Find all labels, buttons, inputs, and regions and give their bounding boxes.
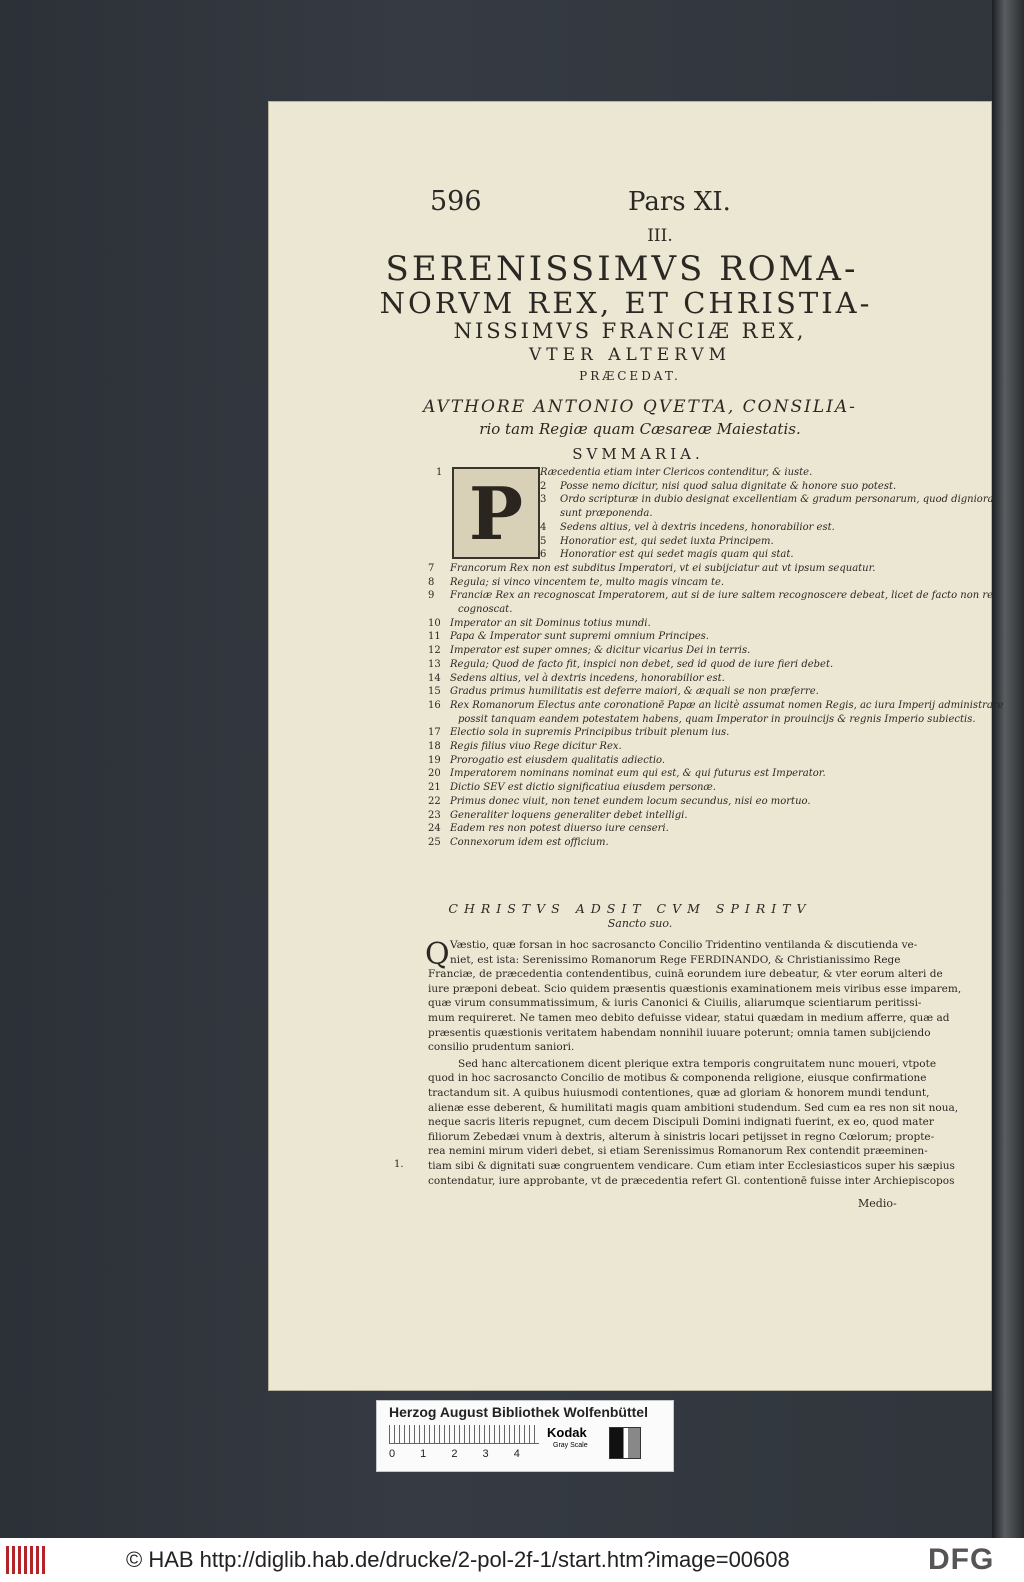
summary-number: 10 [428, 617, 441, 629]
body-line: rea nemini mirum videri debet, si etiam Serenissimus Romanorum Rex contendit præeminen- [428, 1145, 928, 1158]
summary-number: 13 [428, 658, 441, 670]
author-line-2: rio tam Regiæ quam Cæsareæ Maiestatis. [479, 420, 801, 438]
library-color-card [376, 1400, 674, 1472]
body-line: quæ virum consummatissimum, & iuris Canonici & Ciuilis, aliarumque scientiarum peritissi- [428, 997, 922, 1010]
summary-number: 25 [428, 836, 441, 848]
body-line: mum requireret. Ne tamen meo debito defuisse videar, statui quædam in medium afferre, quæ ad [428, 1012, 950, 1024]
summary-item [540, 521, 835, 533]
body-line: tractandum sit. A quibus huiusmodi contentiones, quæ ad gloriam & honorem mundi tendunt, [428, 1087, 930, 1099]
body-line: contendatur, iure approbante, vt de præcedentia refert Gl. contentionē fuisse inter Archiepiscopos [428, 1174, 955, 1187]
summary-number: 9 [428, 590, 435, 602]
summary-text: sunt præponenda. [560, 508, 653, 520]
summary-number: 6 [540, 549, 547, 561]
library-name: Herzog August Bibliothek Wolfenbüttel [389, 1404, 648, 1420]
decorated-initial: P [452, 467, 540, 559]
summary-text: Regis filius viuo Rege dicitur Rex. [450, 741, 622, 752]
summary-text: Electio sola in supremis Principibus tribuit plenum ius. [450, 727, 730, 739]
summary-text: Dictio SEV est dictio significatiua eiusdem personæ. [450, 782, 716, 794]
summary-item [428, 672, 725, 684]
summary-number: 7 [428, 562, 435, 574]
summary-text: Regula; Quod de facto fit, inspici non debet, sed id quod de iure fieri debet. [450, 658, 834, 670]
summary-text: cognoscat. [458, 604, 513, 615]
summary-text: Eadem res non potest diuerso iure censeri. [450, 823, 669, 835]
body-line: filiorum Zebedæi vnum à dextris, alterum à sinistris locari petijsset in regno Cœlorum; propte- [428, 1130, 935, 1143]
summary-item [428, 590, 997, 602]
title-line-2: NORVM REX, ET CHRISTIA- [379, 286, 873, 320]
summary-item [428, 823, 669, 835]
summary-number: 20 [428, 768, 441, 780]
summary-number: 8 [428, 576, 435, 588]
summary-text: Regula; si vinco vincentem te, multo magis vincam te. [450, 576, 725, 588]
summary-text: Posse nemo dicitur, nisi quod salua dignitate & honore suo potest. [560, 480, 897, 492]
scale-ruler [389, 1425, 539, 1444]
summary-number: 18 [428, 741, 441, 752]
summary-text: Primus donec viuit, non tenet eundem locum secundus, nisi eo mortuo. [450, 795, 811, 807]
summary-item [428, 562, 876, 574]
motto-line-1: CHRISTVS ADSIT CVM SPIRITV [448, 901, 812, 916]
initial-q: Q [425, 937, 450, 972]
summary-item [428, 809, 688, 821]
ruler-numbers: 0 1 2 3 4 [389, 1448, 520, 1460]
summary-number: 19 [428, 754, 441, 766]
summary-item [428, 782, 716, 794]
summary-number: 11 [428, 631, 441, 643]
body-line: neque sacris literis repugnet, cum decem Discipuli Domini indignati fuerint, ex eo, quod mater [428, 1116, 934, 1129]
kodak-logo: Kodak [547, 1425, 587, 1440]
gray-scale-label: Gray Scale [553, 1442, 588, 1449]
summary-text: Gradus primus humilitatis est deferre maiori, & æquali se non præferre. [450, 686, 819, 698]
body-line: Sed hanc altercationem dicent plerique extra temporis congruitatem nunc moueri, vtpote [458, 1057, 937, 1070]
section-number: III. [647, 226, 673, 246]
summary-item [540, 549, 794, 561]
summary-item [458, 604, 512, 615]
summary-item [428, 686, 819, 698]
summary-item [428, 741, 622, 752]
catchword: Medio- [858, 1197, 897, 1210]
summary-text: Prorogatio est eiusdem qualitatis adiectio. [450, 754, 666, 766]
summary-number: 3 [540, 494, 547, 506]
summary-item [540, 494, 994, 506]
summary-item [428, 754, 666, 766]
summary-item [540, 480, 897, 492]
summaria-heading: SVMMARIA. [572, 445, 704, 463]
title-line-5: PRÆCEDAT. [579, 369, 681, 383]
margin-note: 1. [394, 1159, 404, 1170]
summary-text: Sedens altius, vel à dextris incedens, honorabilior est. [560, 521, 835, 533]
summary-number: 12 [428, 645, 441, 657]
summary-item [458, 714, 976, 725]
body-line: quod in hoc sacrosancto Concilio de motibus & componenda religione, eiusque confirmatione [428, 1072, 927, 1085]
summary-text: Imperatorem nominans nominat eum qui est, & qui futurus est Imperator. [450, 768, 826, 780]
hab-logo-icon [6, 1546, 46, 1574]
summary-item [428, 795, 811, 807]
summary-text: Generaliter loquens generaliter debet intelligi. [450, 809, 688, 821]
summary-number: 17 [428, 727, 441, 739]
part-heading: Pars XI. [628, 187, 731, 217]
title-line-3: NISSIMVS FRANCIÆ REX, [453, 319, 807, 343]
summary-item [428, 645, 751, 657]
summary-text: Papa & Imperator sunt supremi omnium Principes. [450, 631, 709, 643]
summary-item [540, 535, 774, 547]
summary-text: possit tanquam eandem potestatem habens, quam Imperator in prouincijs & regnis Imperio subiectis. [458, 713, 976, 725]
gray-swatch [609, 1427, 641, 1459]
summary-item [428, 836, 609, 848]
footer-url[interactable]: © HAB http://diglib.hab.de/drucke/2-pol-2f-1/start.htm?image=00608 [126, 1547, 790, 1572]
summary-text: Ræcedentia etiam inter Clericos contenditur, & iuste. [540, 467, 813, 478]
summary-text: Rex Romanorum Electus ante coronationē Papæ an licitè assumat nomen Regis, ac iura Imperij administrare [450, 699, 1004, 711]
summary-text: Honoratior est, qui sedet iuxta Principem. [560, 535, 774, 547]
summary-text: Sedens altius, vel à dextris incedens, honorabilior est. [450, 672, 725, 684]
title-line-4: VTER ALTERVM [528, 345, 732, 365]
summary-item [560, 508, 653, 519]
summary-item [428, 631, 709, 643]
summary-number: 2 [540, 480, 547, 492]
summary-item [428, 699, 1004, 711]
summary-number: 4 [540, 521, 547, 533]
author-line-1: AVTHORE ANTONIO QVETTA, CONSILIA- [423, 397, 857, 417]
summary-text: Francorum Rex non est subditus Imperatori, vt ei subijciatur aut vt ipsum sequatur. [450, 562, 876, 574]
summary-number: 21 [428, 782, 441, 794]
summary-item [428, 768, 826, 780]
summary-text: Honoratior est qui sedet magis quam qui stat. [560, 549, 794, 561]
summary-number: 5 [540, 535, 547, 547]
summary-text: Ordo scripturæ in dubio designat excellentiam & gradum personarum, quod digniora [560, 494, 994, 506]
summary-number: 22 [428, 795, 441, 807]
summary-item [428, 576, 725, 588]
summary-text: Connexorum idem est officium. [450, 836, 609, 848]
body-line: præsentis quæstionis veritatem habendam nonnihil iuuare poterunt; omnia tamen subijciendo [428, 1026, 931, 1039]
summary-number: 24 [428, 823, 441, 835]
summary-item [428, 617, 651, 629]
summary-number: 15 [428, 686, 441, 698]
summary-item [428, 658, 834, 670]
footer-bar [0, 1538, 1024, 1582]
body-line: Væstio, quæ forsan in hoc sacrosancto Concilio Tridentino ventilanda & discutienda ve- [450, 939, 918, 951]
motto-line-2: Sancto suo. [607, 917, 673, 930]
book-page [268, 101, 1004, 1391]
summary-number: 1 [436, 467, 443, 478]
page-number: 596 [430, 186, 482, 217]
summary-item [428, 727, 730, 739]
body-line: alienæ esse deberent, & humilitati magis quam ambitioni studendum. Sed cum ea res non sit noua, [428, 1101, 959, 1114]
body-line: Franciæ, de præcedentia contendentibus, cuinā eorundem iure debeatur, & vter eorum alteri de [428, 968, 943, 981]
body-line: iure præponi debeat. Scio quidem præsentis quæstionis examinationem meis viribus esse imparem, [428, 982, 962, 995]
summary-text: Imperator est super omnes; & dicitur vicarius Dei in terris. [450, 645, 751, 657]
summary-item [436, 467, 813, 478]
summary-number: 23 [428, 809, 441, 821]
summary-number: 16 [428, 699, 441, 711]
body-line: consilio prudentum saniori. [428, 1041, 575, 1054]
summary-text: Imperator an sit Dominus totius mundi. [450, 617, 651, 629]
body-line: tiam sibi & dignitati suæ congruentem vendicare. Cum etiam inter Ecclesiasticos super his sæpius [428, 1160, 955, 1172]
title-line-1: SERENISSIMVS ROMA- [385, 249, 859, 289]
summary-number: 14 [428, 672, 441, 684]
dfg-logo: DFG [928, 1543, 995, 1576]
body-line: niet, est ista: Serenissimo Romanorum Rege FERDINANDO, & Christianissimo Rege [450, 953, 901, 966]
summary-text: Franciæ Rex an recognoscat Imperatorem, aut si de iure saltem recognoscere debeat, licet de facto non re- [450, 590, 997, 602]
